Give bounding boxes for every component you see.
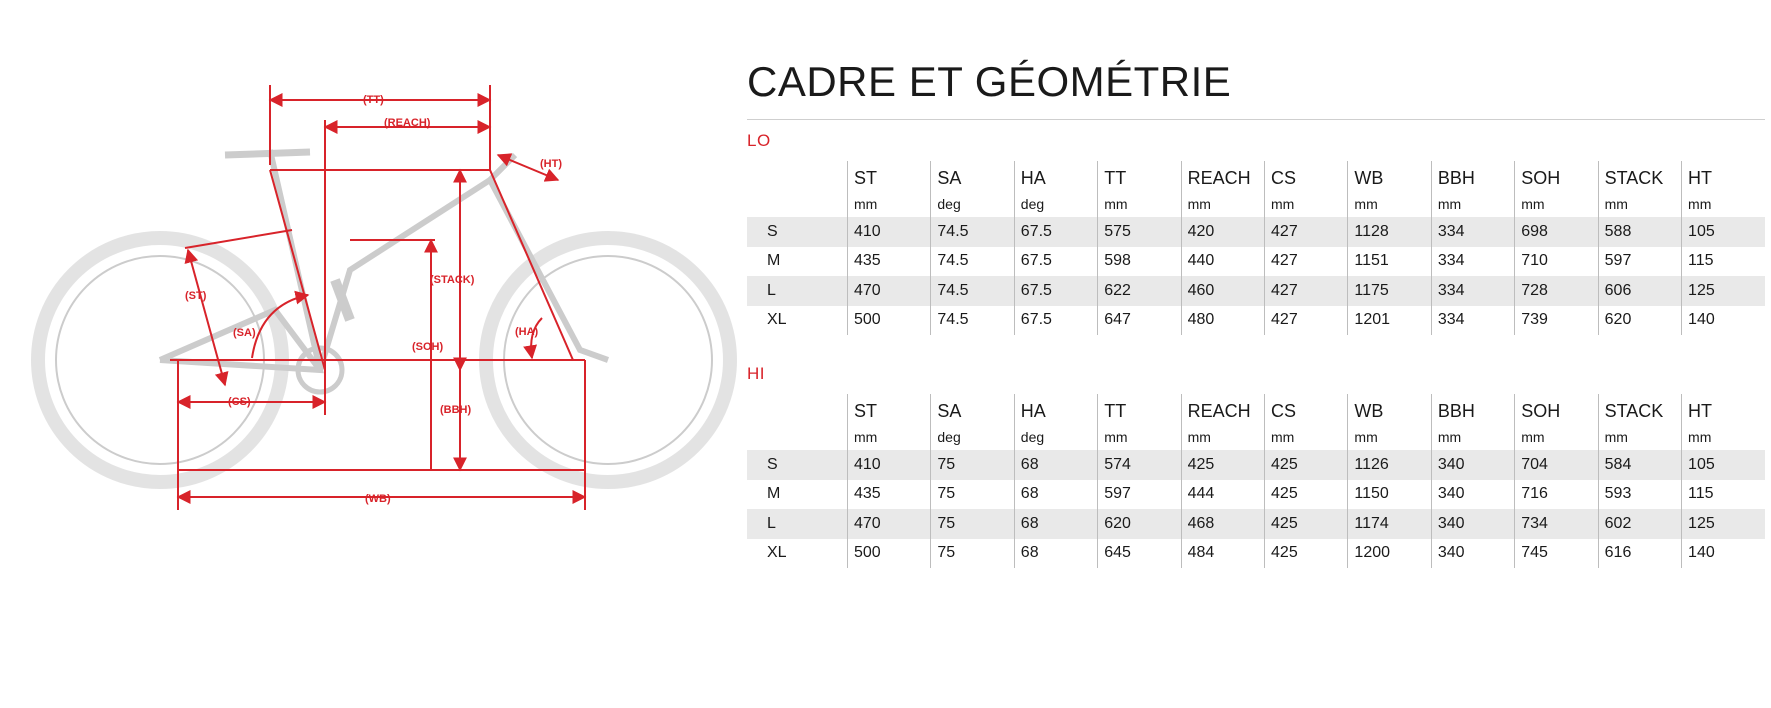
size-header: [747, 394, 847, 424]
table-row: [747, 306, 1765, 336]
value-cell: 74.5: [931, 217, 1014, 247]
value-cell: 734: [1515, 509, 1598, 539]
label-tt: (TT): [363, 94, 384, 106]
value-cell: 427: [1265, 247, 1348, 277]
value-cell: 470: [847, 509, 930, 539]
value-cell: 75: [931, 509, 1014, 539]
value-cell: 435: [847, 247, 930, 277]
table-row: [747, 480, 1765, 510]
value-cell: 334: [1431, 217, 1514, 247]
value-cell: 68: [1014, 450, 1097, 480]
col-ht: HT: [1682, 394, 1765, 424]
value-cell: 67.5: [1014, 276, 1097, 306]
value-cell: 575: [1098, 217, 1181, 247]
value-cell: 410: [847, 450, 930, 480]
value-cell: 425: [1265, 480, 1348, 510]
value-cell: 68: [1014, 509, 1097, 539]
col-bbh: BBH: [1431, 161, 1514, 191]
unit-st: mm: [847, 424, 930, 450]
value-cell: 645: [1098, 539, 1181, 569]
label-cs: (CS): [228, 396, 251, 408]
col-reach: REACH: [1181, 394, 1264, 424]
table-row: [747, 276, 1765, 306]
label-wb: (WB): [365, 493, 391, 505]
col-cs: CS: [1265, 161, 1348, 191]
value-cell: 425: [1181, 450, 1264, 480]
value-cell: 105: [1682, 450, 1765, 480]
label-ht: (HT): [540, 158, 562, 170]
size-header: [747, 161, 847, 191]
page-title: CADRE ET GÉOMÉTRIE: [747, 58, 1232, 105]
size-cell: XL: [767, 311, 787, 329]
col-st: ST: [847, 161, 930, 191]
value-cell: 620: [1098, 509, 1181, 539]
col-soh: SOH: [1515, 161, 1598, 191]
value-cell: 698: [1515, 217, 1598, 247]
label-soh: (SOH): [412, 341, 444, 353]
unit-cs: mm: [1265, 424, 1348, 450]
table-row: [747, 247, 1765, 277]
unit-tt: mm: [1098, 424, 1181, 450]
value-cell: 460: [1181, 276, 1264, 306]
value-cell: 68: [1014, 480, 1097, 510]
col-tt: TT: [1098, 394, 1181, 424]
table-row: [747, 509, 1765, 539]
lo-geometry-table: [747, 161, 1765, 335]
unit-soh: mm: [1515, 424, 1598, 450]
value-cell: 1200: [1348, 539, 1431, 569]
value-cell: 593: [1598, 480, 1681, 510]
unit-ht: mm: [1682, 424, 1765, 450]
value-cell: 500: [847, 306, 930, 336]
hi-geometry-table: [747, 394, 1765, 568]
value-cell: 606: [1598, 276, 1681, 306]
unit-ht: mm: [1682, 191, 1765, 217]
col-ha: HA: [1014, 394, 1097, 424]
unit-sa: deg: [931, 424, 1014, 450]
value-cell: 74.5: [931, 306, 1014, 336]
value-cell: 440: [1181, 247, 1264, 277]
table-row: [747, 217, 1765, 247]
unit-soh: mm: [1515, 191, 1598, 217]
value-cell: 468: [1181, 509, 1264, 539]
unit-stack: mm: [1598, 191, 1681, 217]
geometry-diagram: [20, 70, 740, 600]
value-cell: 745: [1515, 539, 1598, 569]
value-cell: 125: [1682, 276, 1765, 306]
unit-wb: mm: [1348, 191, 1431, 217]
ha-arc: [531, 318, 542, 358]
table-row: [747, 539, 1765, 569]
value-cell: 598: [1098, 247, 1181, 277]
value-cell: 500: [847, 539, 930, 569]
value-cell: 1174: [1348, 509, 1431, 539]
value-cell: 75: [931, 450, 1014, 480]
value-cell: 425: [1265, 450, 1348, 480]
value-cell: 340: [1431, 539, 1514, 569]
value-cell: 435: [847, 480, 930, 510]
col-wb: WB: [1348, 161, 1431, 191]
value-cell: 470: [847, 276, 930, 306]
value-cell: 427: [1265, 276, 1348, 306]
saddle: [225, 152, 310, 155]
table-row: [747, 450, 1765, 480]
lo-section-title: LO: [747, 131, 771, 150]
value-cell: 704: [1515, 450, 1598, 480]
value-cell: 597: [1098, 480, 1181, 510]
value-cell: 480: [1181, 306, 1264, 336]
value-cell: 334: [1431, 306, 1514, 336]
value-cell: 420: [1181, 217, 1264, 247]
lo-header-units: [747, 191, 1765, 217]
value-cell: 1175: [1348, 276, 1431, 306]
value-cell: 1150: [1348, 480, 1431, 510]
size-cell: XL: [767, 544, 787, 562]
col-reach: REACH: [1181, 161, 1264, 191]
col-ha: HA: [1014, 161, 1097, 191]
unit-ha: deg: [1014, 191, 1097, 217]
value-cell: 588: [1598, 217, 1681, 247]
value-cell: 67.5: [1014, 217, 1097, 247]
value-cell: 115: [1682, 247, 1765, 277]
col-soh: SOH: [1515, 394, 1598, 424]
col-bbh: BBH: [1431, 394, 1514, 424]
unit-sa: deg: [931, 191, 1014, 217]
unit-reach: mm: [1181, 424, 1264, 450]
bike-geometry-svg: [20, 70, 740, 600]
value-cell: 67.5: [1014, 247, 1097, 277]
value-cell: 1201: [1348, 306, 1431, 336]
value-cell: 710: [1515, 247, 1598, 277]
value-cell: 1126: [1348, 450, 1431, 480]
label-ha: (HA): [515, 326, 539, 338]
value-cell: 716: [1515, 480, 1598, 510]
value-cell: 620: [1598, 306, 1681, 336]
unit-ha: deg: [1014, 424, 1097, 450]
value-cell: 574: [1098, 450, 1181, 480]
value-cell: 1151: [1348, 247, 1431, 277]
unit-reach: mm: [1181, 191, 1264, 217]
hi-header-names: [747, 394, 1765, 424]
value-cell: 584: [1598, 450, 1681, 480]
value-cell: 334: [1431, 247, 1514, 277]
col-st: ST: [847, 394, 930, 424]
size-cell: M: [767, 485, 781, 503]
value-cell: 739: [1515, 306, 1598, 336]
col-sa: SA: [931, 161, 1014, 191]
hi-section-title: HI: [747, 364, 765, 383]
value-cell: 74.5: [931, 276, 1014, 306]
value-cell: 728: [1515, 276, 1598, 306]
size-unit: [747, 191, 847, 217]
value-cell: 602: [1598, 509, 1681, 539]
value-cell: 75: [931, 480, 1014, 510]
label-bbh: (BBH): [440, 404, 472, 416]
value-cell: 334: [1431, 276, 1514, 306]
title-divider: [747, 119, 1765, 120]
col-sa: SA: [931, 394, 1014, 424]
value-cell: 74.5: [931, 247, 1014, 277]
value-cell: 597: [1598, 247, 1681, 277]
value-cell: 68: [1014, 539, 1097, 569]
lo-header-names: [747, 161, 1765, 191]
col-stack: STACK: [1598, 394, 1681, 424]
bike-silhouette: [38, 150, 730, 482]
col-tt: TT: [1098, 161, 1181, 191]
value-cell: 140: [1682, 306, 1765, 336]
col-ht: HT: [1682, 161, 1765, 191]
value-cell: 484: [1181, 539, 1264, 569]
unit-cs: mm: [1265, 191, 1348, 217]
unit-bbh: mm: [1431, 191, 1514, 217]
unit-stack: mm: [1598, 424, 1681, 450]
value-cell: 105: [1682, 217, 1765, 247]
col-wb: WB: [1348, 394, 1431, 424]
size-cell: S: [747, 217, 847, 247]
size-unit: [747, 424, 847, 450]
value-cell: 425: [1265, 539, 1348, 569]
value-cell: 140: [1682, 539, 1765, 569]
unit-bbh: mm: [1431, 424, 1514, 450]
value-cell: 340: [1431, 480, 1514, 510]
value-cell: 647: [1098, 306, 1181, 336]
col-cs: CS: [1265, 394, 1348, 424]
size-cell: M: [767, 252, 781, 270]
size-cell: L: [747, 509, 847, 539]
label-st: (ST): [185, 290, 207, 302]
size-cell: L: [747, 276, 847, 306]
value-cell: 427: [1265, 217, 1348, 247]
value-cell: 125: [1682, 509, 1765, 539]
unit-st: mm: [847, 191, 930, 217]
value-cell: 1128: [1348, 217, 1431, 247]
value-cell: 340: [1431, 450, 1514, 480]
hi-header-units: [747, 424, 1765, 450]
value-cell: 115: [1682, 480, 1765, 510]
value-cell: 67.5: [1014, 306, 1097, 336]
value-cell: 425: [1265, 509, 1348, 539]
unit-wb: mm: [1348, 424, 1431, 450]
label-reach: (REACH): [384, 117, 431, 129]
value-cell: 427: [1265, 306, 1348, 336]
col-stack: STACK: [1598, 161, 1681, 191]
label-sa: (SA): [233, 327, 256, 339]
value-cell: 75: [931, 539, 1014, 569]
value-cell: 410: [847, 217, 930, 247]
label-stack: (STACK): [430, 274, 475, 286]
size-cell: S: [747, 450, 847, 480]
value-cell: 622: [1098, 276, 1181, 306]
unit-tt: mm: [1098, 191, 1181, 217]
value-cell: 444: [1181, 480, 1264, 510]
value-cell: 616: [1598, 539, 1681, 569]
value-cell: 340: [1431, 509, 1514, 539]
